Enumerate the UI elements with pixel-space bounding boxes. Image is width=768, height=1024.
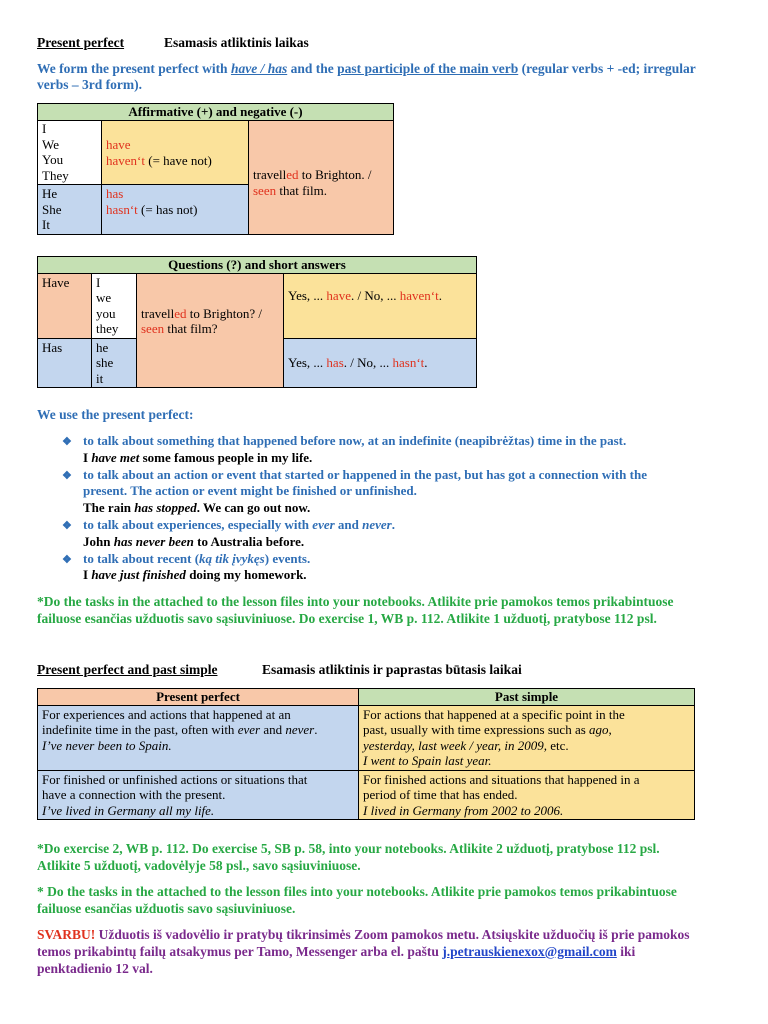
table1-verb-cell [249,121,394,235]
answer-text: Yes, ... [288,287,327,303]
pronoun: he [96,339,109,355]
table1-pronouns-plural [38,121,102,185]
section1-title-en: Present perfect [37,35,125,50]
cell-example: I’ve lived in Germany all my life. [42,802,215,818]
cell-text: For finished actions and situations that happened in a [363,771,640,787]
usage-ever: ever [312,516,335,532]
cell-text: For experiences and actions that happened at an [42,706,291,722]
table3-r2c2 [359,770,695,820]
intro-paragraph [37,61,696,93]
diamond-bullet-icon: ❖ [62,436,72,448]
cell-example: I lived in Germany from 2002 to 2006. [363,802,564,818]
usage-list [62,433,742,584]
example-text: . We can go out now. [196,500,311,516]
answer-have: have [326,287,351,303]
verb-text: that film? [164,321,218,336]
verb-text: travell [141,305,175,321]
has-text: has [106,186,124,201]
pronoun: She [42,201,62,217]
usage-example-3 [62,534,742,551]
pronoun: she [96,355,114,370]
table2-pronouns-plural [92,273,137,338]
cell-text: period of time that has ended. [363,787,518,802]
example-text: some famous people in my life. [139,449,313,465]
important-label: SVARBU! [37,927,96,942]
task2-paragraph [37,840,660,874]
usage-never: never [362,516,392,532]
important-line2: temos prikabintų failų atsakymus per Tamo, Messenger arba el. paštu [37,944,443,959]
hasnt-text: hasn‘t [106,201,138,217]
pronoun: It [42,217,50,232]
important-line3: penktadienio 12 val. [37,961,153,976]
cell-time-expressions: yesterday, last week / year, in 2009, [363,737,548,753]
cell-text: indefinite time in the past, often with [42,722,238,737]
table1-has-cell [102,185,249,235]
pronoun: they [96,321,119,336]
table3-r1c1 [38,705,359,770]
verb-ed: ed [174,305,187,321]
answer-hasnt: hasn‘t [392,355,425,370]
cell-example: I’ve never been to Spain. [42,737,172,753]
usage-item-1: to talk about something that happened before now, at an indefinite (neapibrėžtas) time in the past. [83,433,627,448]
pronoun: He [42,186,58,201]
cell-text: past, usually with time expressions such as [363,722,590,737]
questions-table [37,256,477,388]
usage-item-3 [62,517,742,534]
table1-have-cell [102,121,249,185]
verb-text: to Brighton. / [298,167,372,182]
affirmative-negative-table [37,103,394,235]
example-text: John [83,533,114,549]
verb-text: to Brighton? / [186,305,262,321]
section2-title-lt: Esamasis atliktinis ir paprastas būtasis laikai [262,662,522,677]
usage-example-2 [62,500,742,517]
table2-verb-cell [137,273,284,388]
cell-text: etc. [547,737,569,753]
example-verb: have met [91,449,140,465]
example-text: The rain [83,500,135,516]
usage-item-4 [62,551,742,568]
table1-header: Affirmative (+) and negative (-) [38,104,394,121]
verb-seen: seen [141,321,165,336]
havent-note: (= have not) [144,152,212,168]
diamond-bullet-icon: ❖ [62,520,72,532]
table3-header-present-perfect: Present perfect [38,689,359,706]
table2-pronouns-singular [92,338,137,388]
task2-line2: Atlikite 5 užduotį, vadovėlyje 58 psl., savo sąsiuviniuose. [37,858,361,873]
cell-example: I went to Spain last year. [363,753,492,768]
answer-text: . / No, ... [343,355,393,370]
usage-text: and [334,516,363,532]
have-text: have [106,137,131,152]
section2-title-en: Present perfect and past simple [37,662,218,677]
table3-header-past-simple: Past simple [359,689,695,706]
task3-paragraph [37,883,677,917]
answer-text: . [438,287,442,303]
table2-header: Questions (?) and short answers [38,257,477,274]
cell-ago: ago [589,722,609,737]
usage-text: ) events. [264,550,311,566]
answer-text: . / No, ... [350,287,400,303]
cell-text: For finished or unfinished actions or situations that [42,771,308,787]
example-text: I [83,567,92,583]
intro-text: We form the present perfect with [37,61,231,76]
usage-heading: We use the present perfect: [37,407,194,422]
answer-text: . [424,355,428,370]
cell-ever: ever [237,722,261,737]
task1-line2: failuose esančias užduotis savo sąsiuviniuose. Do exercise 1, WB p. 112. Atlikite 1 užduotį, pratybose 112 psl. [37,611,657,626]
cell-never: never [285,722,315,737]
pronoun: we [96,290,112,305]
verb-seen: seen [253,182,277,198]
example-verb: has never been [113,533,194,549]
verb-ed: ed [286,167,299,182]
verb-text: travell [253,167,287,182]
pronoun: I [42,121,47,136]
example-text: doing my homework. [185,567,307,583]
table3-r1c2 [359,705,695,770]
comparison-table [37,688,695,820]
usage-item-2-line1: to talk about an action or event that started or happened in the past, but has got a connection with the [83,466,647,482]
example-verb: has stopped [134,500,197,516]
table2-has-cell: Has [38,338,92,388]
cell-text: . [314,722,318,737]
verb-text: that film. [276,182,328,198]
pronoun: You [42,152,64,167]
email-link[interactable]: j.petrauskienexox@gmail.com [442,944,617,959]
cell-text: For actions that happened at a specific point in the [363,706,625,722]
pronoun: We [42,136,59,152]
diamond-bullet-icon: ❖ [62,554,72,566]
example-text: to Australia before. [193,533,305,549]
hasnt-note: (= has not) [137,201,198,217]
table2-answer1 [284,273,477,338]
important-line2-end: iki [616,944,636,959]
usage-example-1 [62,450,742,467]
task1-line1: *Do the tasks in the attached to the lesson files into your notebooks. Atlikite prie pamokos temos prikabintuose [37,594,674,609]
usage-lt-note: ką tik įvykęs [199,550,265,566]
pronoun: I [96,274,101,290]
intro-text: (regular verbs + -ed; irregular [518,61,696,76]
task1-paragraph [37,593,674,627]
table2-answer2 [284,338,477,388]
usage-item-2-line2: present. The action or event might be finished or unfinished. [83,483,417,499]
cell-text: , [608,722,612,737]
usage-text: . [391,516,395,532]
table2-have-cell: Have [38,273,92,338]
answer-text: Yes, ... [288,355,327,370]
usage-example-4 [62,567,742,584]
task3-line2: failuose esančias užduotis savo sąsiuviniuose. [37,901,296,916]
usage-text: to talk about recent ( [83,550,200,566]
important-paragraph [37,926,689,977]
diamond-bullet-icon: ❖ [62,470,72,482]
intro-text: verbs – 3rd form). [37,77,142,92]
example-verb: have just finished [91,567,186,583]
cell-text: and [260,722,286,737]
table1-pronouns-singular [38,185,102,235]
usage-text: to talk about experiences, especially with [83,516,313,532]
pronoun: They [42,167,69,183]
intro-text: and the [287,61,338,76]
answer-havent: haven‘t [399,287,439,303]
havent-text: haven‘t [106,152,145,168]
pronoun: it [96,370,104,386]
section1-title-lt: Esamasis atliktinis laikas [164,35,309,50]
cell-text: have a connection with the present. [42,787,226,802]
example-text: I [83,449,92,465]
intro-past-participle: past participle of the main verb [337,61,519,76]
answer-has: has [326,355,344,370]
table3-r2c1 [38,770,359,820]
intro-have-has: have / has [230,61,288,76]
task3-line1: * Do the tasks in the attached to the lesson files into your notebooks. Atlikite prie pamokos temos prikabintuose [37,884,677,899]
important-line1: Užduotis iš vadovėlio ir pratybų tikrinsimės Zoom pamokos metu. Atsiųskite užduočių iš prie pamokos [95,927,690,942]
pronoun: you [96,305,116,321]
usage-item-2 [62,467,742,501]
task2-line1: *Do exercise 2, WB p. 112. Do exercise 5, SB p. 58, into your notebooks. Atlikite 2 užduotį, pratybose 112 psl. [37,841,660,856]
